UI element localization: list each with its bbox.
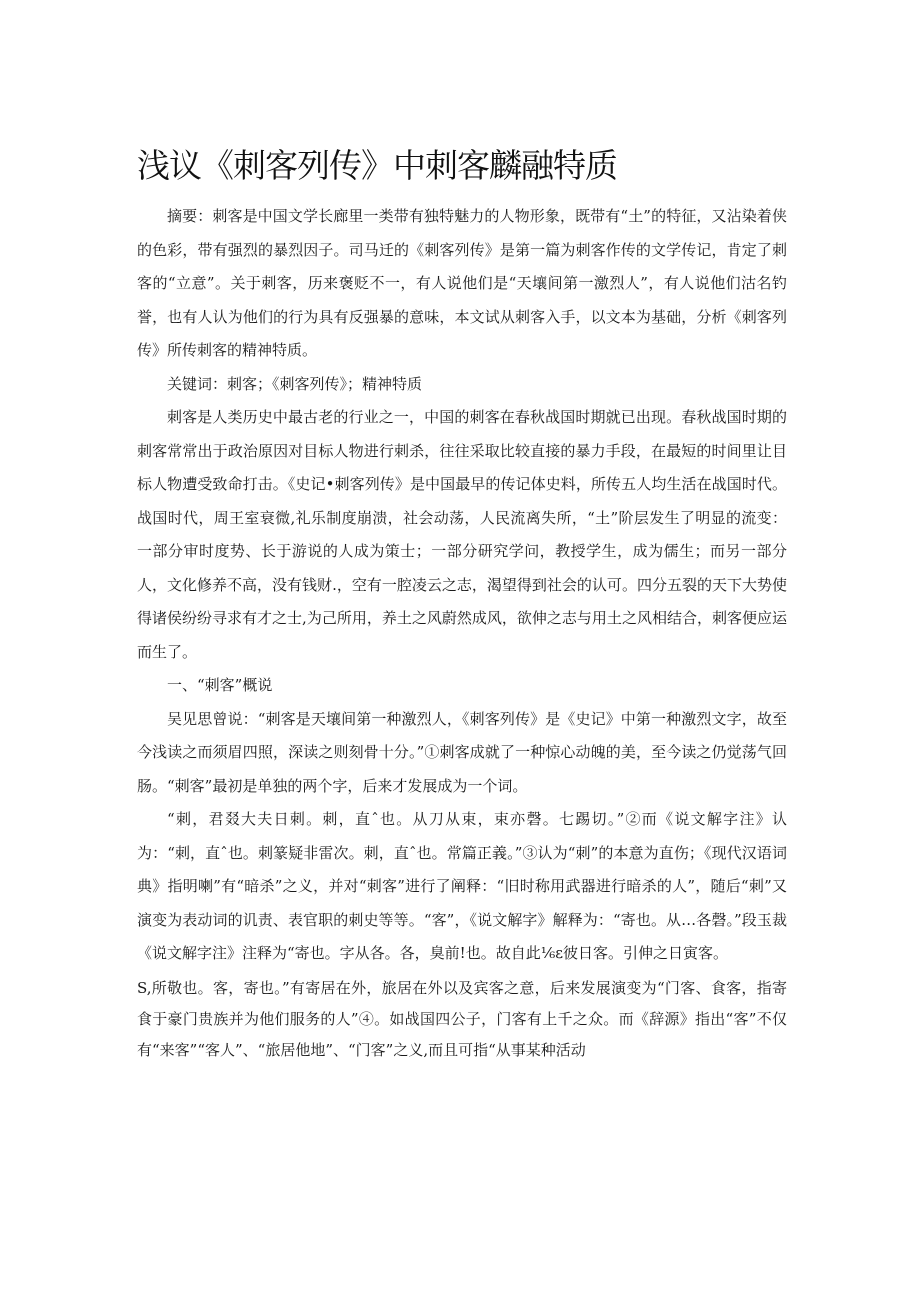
keywords-paragraph: 关键词：刺客；《刺客列传》；精神特质	[167, 374, 423, 393]
section-heading: 一、“刺客”概说	[167, 676, 273, 694]
document-title: 浅议《刺客列传》中刺客麟融特质	[137, 146, 617, 185]
document-body	[137, 200, 787, 1066]
body-paragraph: S,所敬也。客，寄也。”有寄居在外，旅居在外以及宾客之意，后来发展演变为“门客、食客，指寄食于豪门贵族并为他们服务的人”④。如战国四公子，门客有上千之众。而《辞源》指出“客”不仅有“来客”“客人”、“旅居他地”、“门客”之义,而且可指“从事某种活动	[137, 978, 787, 1059]
intro-paragraph: 刺客是人类历史中最古老的行业之一，中国的刺客在春秋战国时期就已出现。春秋战国时期的刺客常常出于政治原因对目标人物进行刺杀，往往采取比较直接的暴力手段，在最短的时间里让目标人物遭受致命打击。《史记•刺客列传》是中国最早的传记体史料，所传五人均生活在战国时代。战国时代，周王室衰微,礼乐制度崩溃，社会动荡，人民流离失所，“土”阶层发生了明显的流变：一部分审时度势、长于游说的人成为策士；一部分研究学问，教授学生，成为儒生；而另一部分人，文化修养不高，没有钱财.，空有一腔凌云之志，渴望得到社会的认可。四分五裂的天下大势使得诸侯纷纷寻求有才之士,为己所用，养土之风蔚然成风，欲伸之志与用土之风相结合，刺客便应运而生了。	[137, 408, 787, 661]
body-paragraph: “刺，君叕大夫日刺。刺，直ˆ也。从刀从束，束亦磬。七踢切。”②而《说文解字注》认为：“刺，直ˆ也。刺篆疑非雷次。刺，直ˆ也。常篇正義。”③认为“刺”的本意为直伤；《现代汉语词典》指明喇”有“暗杀”之义，并对“刺客”进行了阐释：“旧时称用武器进行暗杀的人”，随后“刺”又演变为表动词的讥责、表官职的刺史等等。“客”，《说文解字》解释为：“寄也。从…各磬。”段玉裁《说文解字注》注释为“寄也。字从各。各，臭前!也。故自此⅙ε彼日客。引伸之日寅客。	[137, 810, 787, 962]
abstract-paragraph: 摘要：刺客是中国文学长廊里一类带有独特魅力的人物形象，既带有“土”的特征，又沾染着侠的色彩，带有强烈的暴烈因子。司马迁的《刺客列传》是第一篇为刺客作传的文学传记，肯定了刺客的“立意”。关于刺客，历来褒贬不一，有人说他们是“天壤间第一激烈人”，有人说他们沽名钓誉，也有人认为他们的行为具有反强暴的意味，本文试从刺客入手，以文本为基础，分析《刺客列传》所传刺客的精神特质。	[137, 207, 787, 359]
body-paragraph: 吴见思曾说：“刺客是天壤间第一种激烈人，《刺客列传》是《史记》中第一种激烈文字，故至今浅读之而须眉四照，深读之则刻骨十分。”①刺客成就了一种惊心动魄的美，至今读之仍觉荡气回肠。“刺客”最初是单独的两个字，后来才发展成为一个词。	[137, 709, 787, 795]
